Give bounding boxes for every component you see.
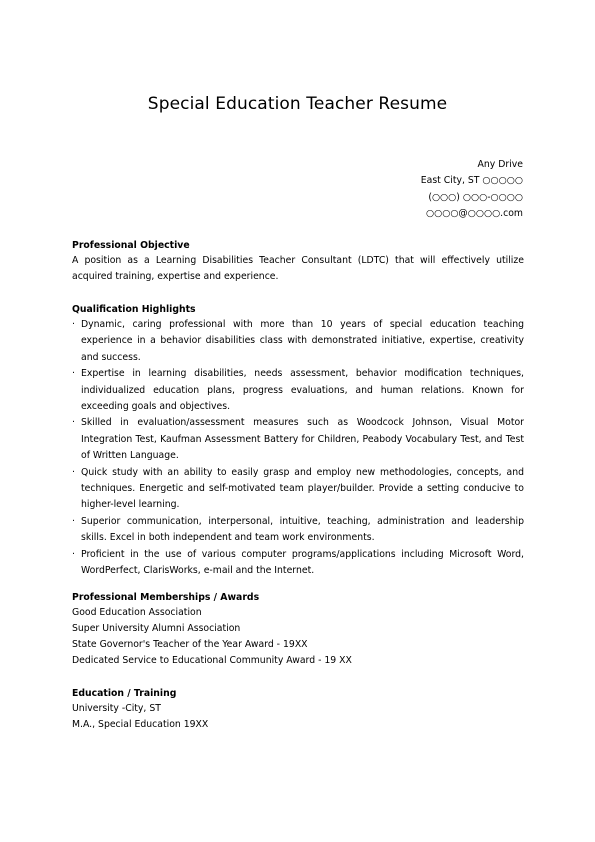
bullet-mark: · [72, 417, 75, 429]
highlight-text: Expertise in learning disabilities, needs assessment, behavior modification techniques, individualized education plans, progress evaluations, and human relations. Known for exceeding goals and objectives. [81, 368, 524, 413]
memberships-section [72, 590, 524, 669]
contact-email: ○○○○@○○○○.com [425, 208, 523, 220]
memberships-heading: Professional Memberships / Awards [72, 592, 260, 603]
highlight-item [72, 366, 524, 415]
highlights-heading: Qualification Highlights [72, 304, 196, 315]
membership-item: State Governor's Teacher of the Year Award - 19XX [72, 639, 308, 650]
highlight-text: Superior communication, interpersonal, intuitive, teaching, administration and leadership skills. Excel in both independent and team work environments. [81, 515, 524, 544]
highlights-section [72, 302, 524, 580]
highlight-text: Dynamic, caring professional with more than 10 years of special education teaching experience in a behavior disabilities class with demonstrated initiative, expertise, creativity and success. [81, 319, 524, 363]
highlight-item [72, 465, 524, 514]
objective-heading: Professional Objective [72, 240, 190, 251]
bullet-mark: · [72, 515, 75, 527]
highlight-text: Skilled in evaluation/assessment measures such as Woodcock Johnson, Visual Motor Integration Test, Kaufman Assessment Battery for Children, Peabody Vocabulary Test, and Test of Written Language. [81, 417, 524, 462]
highlight-item [72, 547, 524, 580]
objective-section [72, 238, 524, 286]
contact-city: East City, ST ○○○○○ [420, 175, 523, 187]
education-heading: Education / Training [72, 688, 177, 699]
bullet-mark: · [72, 368, 75, 380]
membership-item: Dedicated Service to Educational Community Award - 19 XX [72, 655, 352, 666]
document-title: Special Education Teacher Resume [147, 94, 448, 114]
education-item: University -City, ST [72, 703, 161, 714]
highlight-text: Proficient in the use of various computer programs/applications including Microsoft Word, WordPerfect, ClarisWorks, e-mail and the Internet. [81, 548, 524, 577]
objective-text: A position as a Learning Disabilities Teacher Consultant (LDTC) that will effectively utilize acquired training, expertise and experience. [72, 255, 524, 283]
contact-block [421, 157, 523, 223]
membership-item: Good Education Association [72, 607, 202, 618]
contact-phone: (○○○) ○○○-○○○○ [428, 191, 523, 203]
bullet-mark: · [72, 319, 75, 330]
contact-street: Any Drive [477, 159, 523, 170]
bullet-mark: · [72, 548, 75, 560]
highlight-item [72, 317, 524, 366]
education-item: M.A., Special Education 19XX [72, 719, 209, 730]
highlight-text: Quick study with an ability to easily grasp and employ new methodologies, concepts, and techniques. Energetic and self-motivated team player/builder. Provide a setting conducive to higher-level learning. [81, 466, 524, 511]
highlights-list [72, 317, 524, 580]
education-section [72, 686, 524, 733]
highlight-item [72, 415, 524, 464]
membership-item: Super University Alumni Association [72, 623, 241, 634]
highlight-item [72, 514, 524, 547]
bullet-mark: · [72, 466, 75, 478]
